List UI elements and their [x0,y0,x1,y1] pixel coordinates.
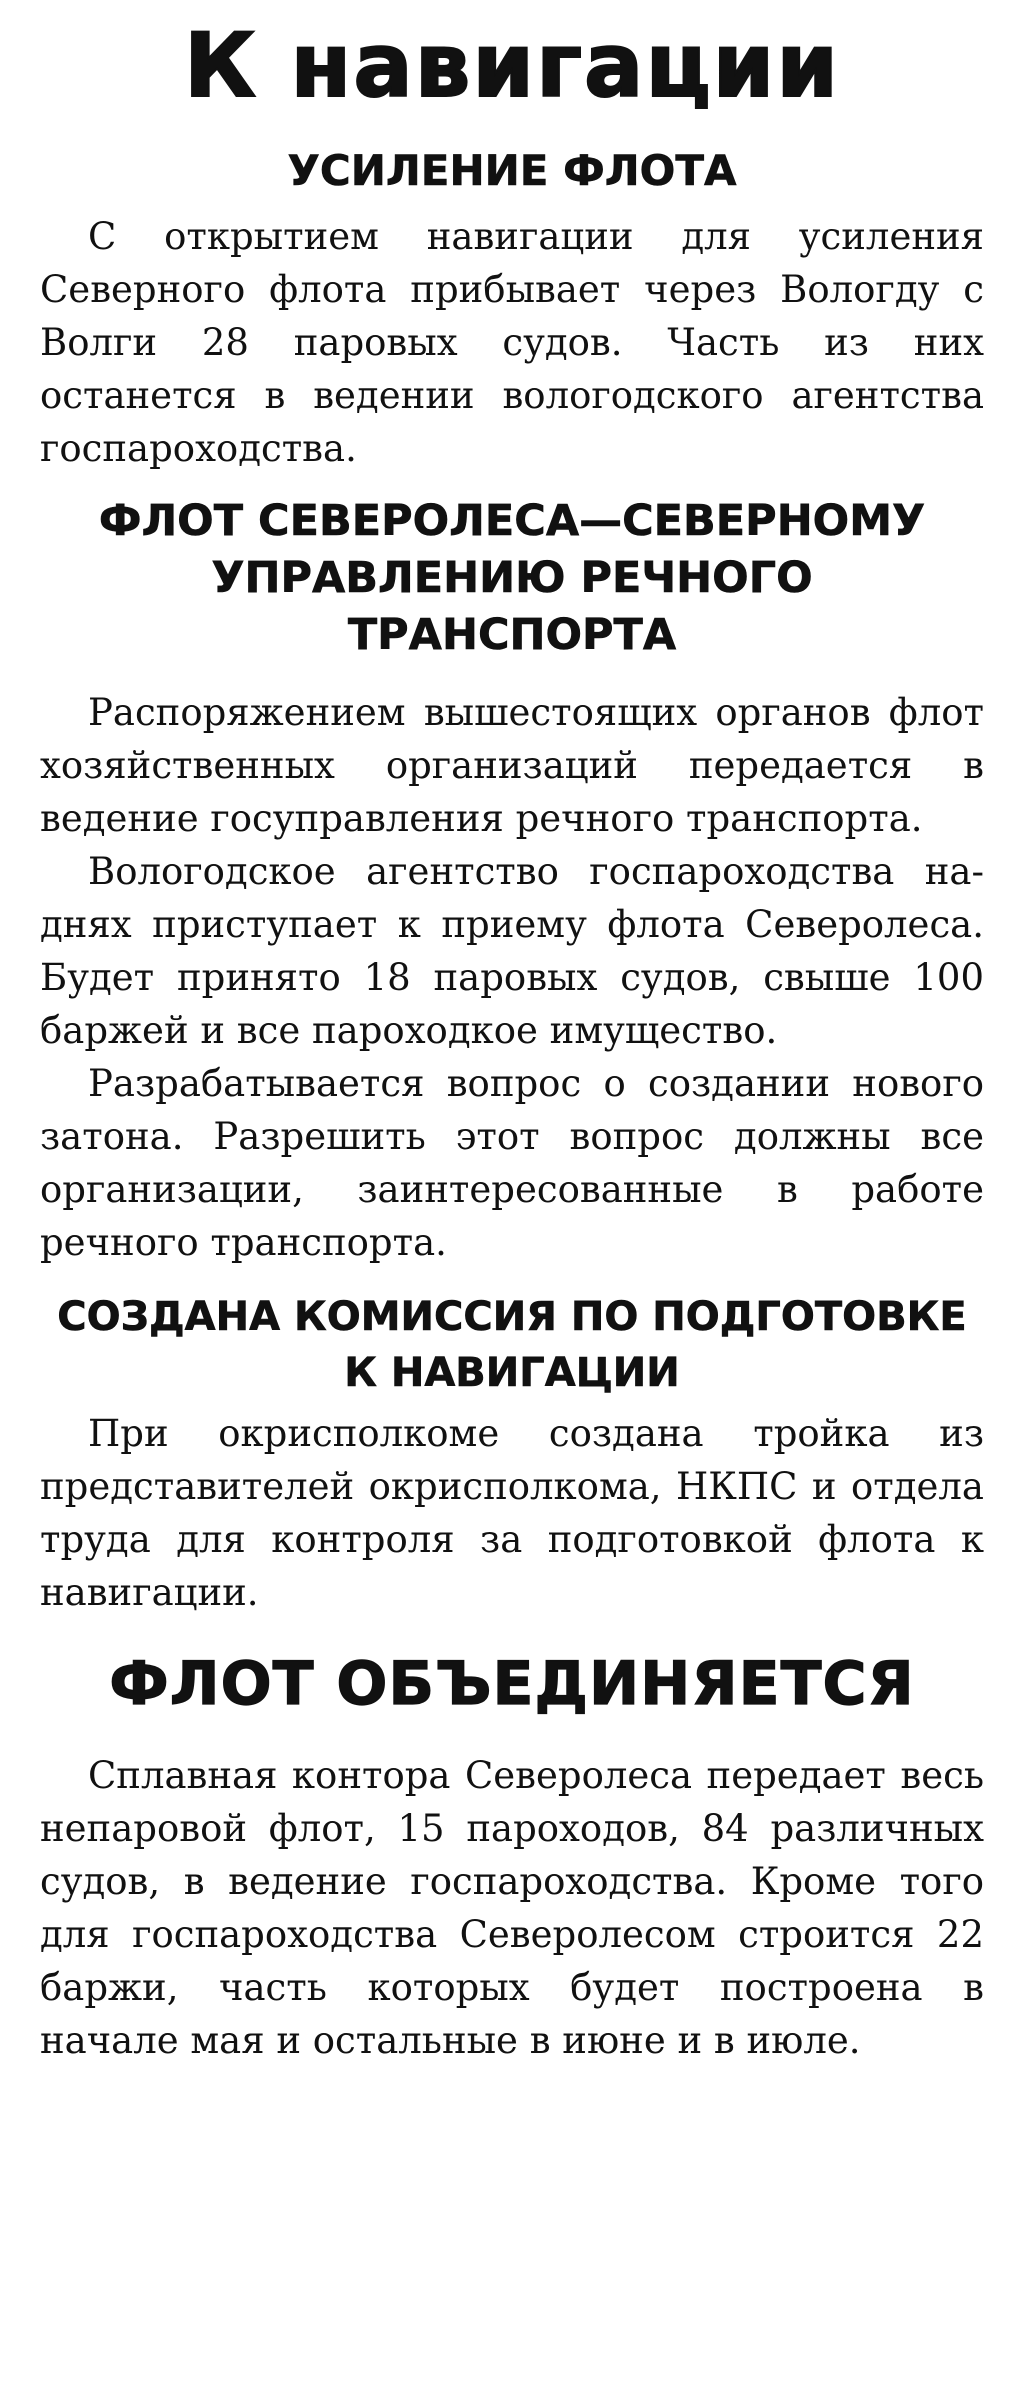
article-paragraph: Разрабатывается вопрос о создании нового затона. Разрешить этот вопрос должны все организации, заинтересованные в работе речного транспорта. [40,1062,984,1264]
article-fleet-reinforcement [40,144,984,475]
article-navigation-commission [40,1289,984,1619]
article-heading: ФЛОТ ОБЪЕДИНЯЕТСЯ [109,1649,915,1719]
page-title: К навигации [183,14,840,117]
article-heading: СОЗДАНА КОМИССИЯ ПО ПОДГОТОВКЕ К НАВИГАЦИИ [57,1294,967,1396]
article-paragraph: Сплавная контора Северолеса передает весь непаровой флот, 15 пароходов, 84 различных судов, в ведение госпароходства. Кроме того для госпароходства Северолесом строится 22 баржи, часть которых будет построена в начале мая и остальные в июне и в июле. [40,1754,984,2062]
article-heading: ФЛОТ СЕВЕРОЛЕСА—СЕВЕРНОМУ УПРАВЛЕНИЮ РЕЧНОГО ТРАНСПОРТА [98,496,926,660]
article-fleet-unification [40,1645,984,2067]
article-paragraph: С открытием навигации для усиления Северного флота прибывает через Вологду с Волги 28 паровых судов. Часть из них останется в ведении вологодского агентства госпароходства. [40,215,984,470]
article-heading: УСИЛЕНИЕ ФЛОТА [287,146,737,195]
article-paragraph: Распоряжением вышестоящих органов флот хозяйственных организаций передается в ведение госуправления речного транспорта. [40,691,984,840]
article-paragraph: Вологодское агентство госпароходства на-днях приступает к приему флота Северолеса. Будет принято 18 паровых судов, свыше 100 баржей и все пароходкое имущество. [40,850,984,1052]
article-severoles-fleet [40,493,984,1269]
article-paragraph: При окрисполкоме создана тройка из представителей окрисполкома, НКПС и отдела труда для контроля за подготовкой флота к навигации. [40,1412,984,1614]
